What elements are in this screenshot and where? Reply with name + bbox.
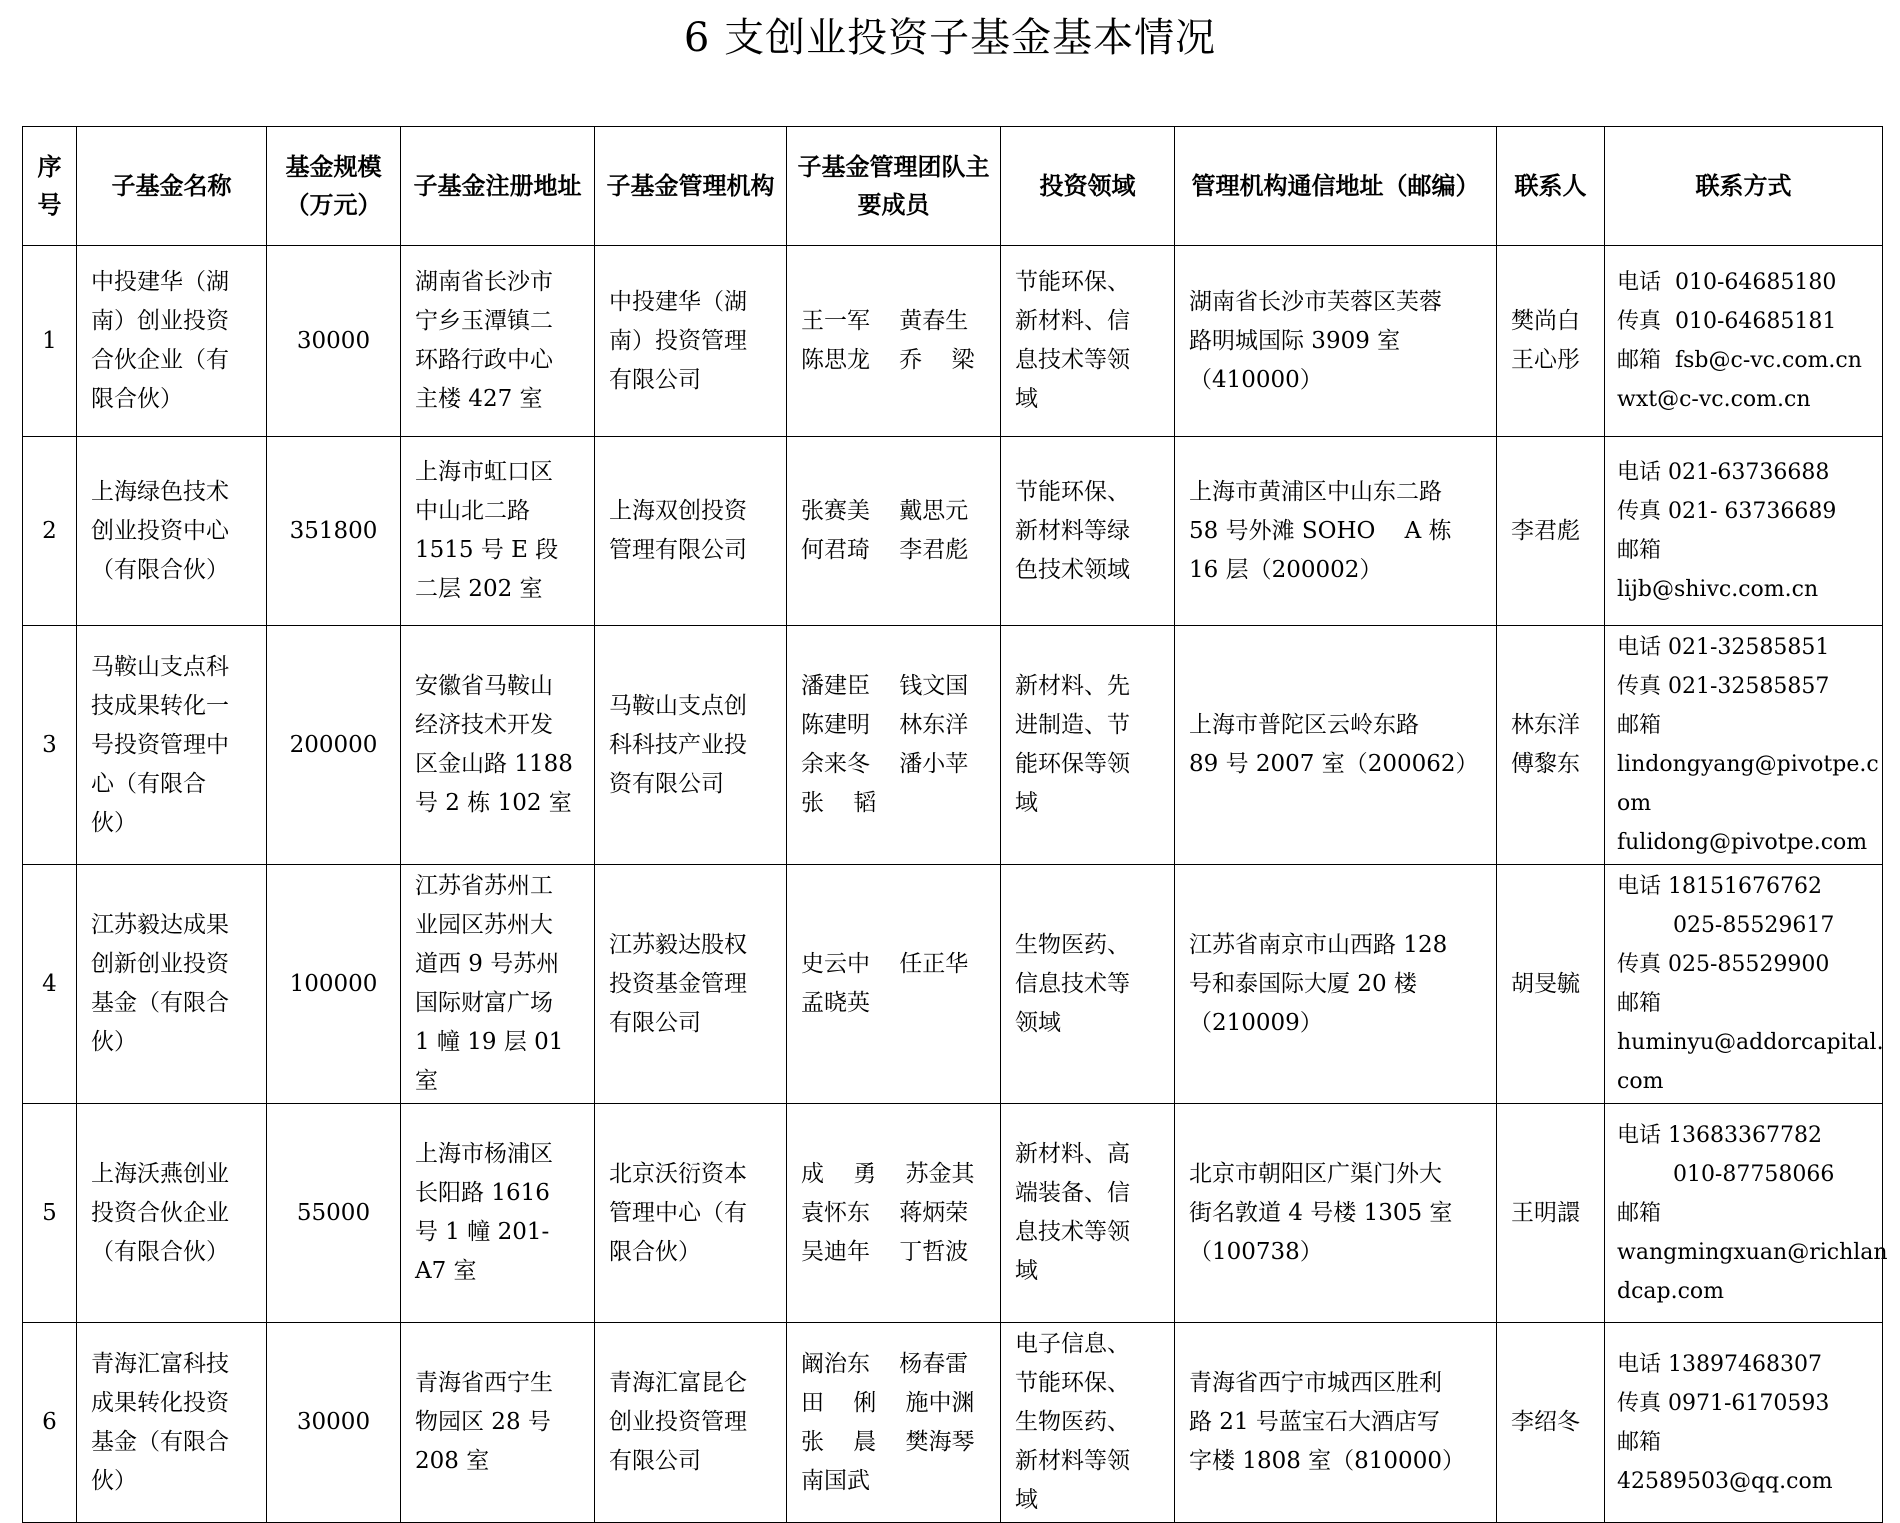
cell-line: 中投建华（湖 [609,288,747,315]
cell-line: 025-85529617 [1617,913,1835,938]
cell-line: 上海市黄浦区中山东二路 [1189,478,1442,505]
cell-line: 王心彤 [1511,347,1580,373]
cell-line: 端装备、信 [1015,1180,1130,1206]
cell-line: 进制造、节 [1015,712,1130,738]
cell-line: 能环保等领 [1015,751,1130,777]
cell-line: 南）创业投资 [91,308,229,334]
cell-line: huminyu@addorcapital. [1617,1030,1884,1055]
cell-line: 投资合伙企业 [91,1199,229,1226]
cell-person [1497,1323,1605,1523]
cell-line: 上海市杨浦区 [415,1141,553,1167]
fund-table [22,126,1888,1523]
cell-field [1001,437,1175,626]
cell-line: 息技术等领 [1015,347,1130,373]
header-name [77,127,267,246]
cell-line: 限合伙） [609,1238,701,1265]
cell-line: 有限公司 [609,366,701,393]
header-line: 主要成员 [857,153,990,219]
cell-mgr [595,1104,787,1323]
cell-line: （210009） [1189,1009,1323,1036]
cell-line: 基金（有限合 [91,990,229,1016]
cell-line: 资有限公司 [609,770,724,797]
header-line: 序 [37,153,62,181]
cell-field [1001,626,1175,865]
cell-team [787,246,1001,437]
cell-line: 管理有限公司 [609,537,747,563]
cell-field [1001,1104,1175,1323]
cell-contact [1605,1104,1888,1323]
header-person [1497,127,1605,246]
cell-line: 创新创业投资 [91,951,229,977]
cell-line: 江苏毅达股权 [609,931,747,958]
header-no [23,127,77,246]
cell-line: 中山北二路 [415,498,530,524]
cell-line: 湖南省长沙市芙蓉区芙蓉 [1189,288,1442,315]
cell-line: 电话 021-32585851 [1617,635,1830,660]
cell-line: 传真 021-32585857 [1617,674,1830,699]
cell-field [1001,1323,1175,1523]
cell-name [77,246,267,437]
header-scale [267,127,401,246]
cell-line: 电话 010-64685180 [1617,270,1837,295]
cell-line: 林东洋 [1511,712,1580,738]
cell-name [77,626,267,865]
cell-line: 生物医药、 [1015,931,1130,958]
cell-line: 科科技产业投 [609,731,747,758]
cell-line: 邮箱 fsb@c-vc.com.cn [1617,348,1862,373]
cell-line: 二层 202 室 [415,576,543,602]
cell-line: 有限公司 [609,1009,701,1036]
cell-line: 青海汇富科技 [91,1350,229,1377]
cell-person [1497,865,1605,1104]
cell-line: 湖南省长沙市 [415,269,553,295]
header-line: 元） [333,191,382,219]
cell-line: 伙） [91,1467,137,1494]
cell-mgr [595,626,787,865]
header-line: 联系方式 [1695,172,1792,200]
cell-line: 新材料、信 [1015,308,1130,334]
cell-scale: 30000 [267,246,401,437]
cell-field [1001,865,1175,1104]
cell-line: 孟晓英 [801,990,870,1016]
cell-line: 字楼 1808 室（810000） [1189,1448,1465,1474]
cell-addr [1175,865,1497,1104]
cell-line: om [1617,791,1652,816]
cell-line: 节能环保、 [1015,1370,1130,1396]
cell-line: 有限公司 [609,1448,701,1474]
cell-line: 节能环保、 [1015,269,1130,295]
cell-line: 电话 13683367782 [1617,1122,1822,1148]
cell-contact [1605,626,1883,865]
cell-addr [1175,246,1497,437]
cell-line: 王明譞 [1511,1199,1580,1226]
cell-line: 管理中心（有 [609,1199,747,1226]
cell-line: 节能环保、 [1015,478,1130,505]
cell-line: 新材料等绿 [1015,517,1130,544]
cell-line: 208 室 [415,1448,490,1474]
cell-line: 青海省西宁生 [415,1370,553,1396]
cell-team [787,437,1001,626]
cell-line: 傅黎东 [1511,751,1580,777]
cell-line: 创业投资管理 [609,1409,747,1435]
cell-line: 域 [1015,1487,1038,1513]
cell-line: 创业投资中心 [91,517,229,544]
cell-line: 物园区 28 号 [415,1409,551,1435]
cell-line: 号 1 幢 201- [415,1219,550,1245]
cell-addr [1175,1323,1497,1523]
cell-line: 上海沃燕创业 [91,1160,229,1187]
cell-line: wxt@c-vc.com.cn [1617,387,1811,412]
cell-name [77,1104,267,1323]
cell-person [1497,437,1605,626]
cell-line: 道西 9 号苏州 [415,951,560,977]
header-addr [1175,127,1497,246]
header-line: 管理机构通信地址（邮 [1191,172,1432,200]
table-row [23,626,1883,865]
cell-reg [401,626,595,865]
cell-mgr [595,246,787,437]
cell-line: 史云中 任正华 [801,951,969,977]
cell-person [1497,626,1605,865]
cell-person [1497,246,1605,437]
cell-line: 张 晨 樊海琴 [801,1428,975,1455]
cell-field [1001,246,1175,437]
cell-scale: 351800 [267,437,401,626]
cell-team [787,1323,1001,1523]
cell-team [787,1104,1001,1323]
cell-line: dcap.com [1617,1278,1725,1304]
cell-line: A7 室 [415,1258,477,1284]
document-title: 6 支创业投资子基金基本情况 [683,15,1217,61]
cell-line: 主楼 427 室 [415,386,543,412]
cell-addr [1175,437,1497,626]
cell-line: 伙） [91,809,137,836]
cell-line: 南国武 [801,1467,870,1494]
cell-line: 中投建华（湖 [91,269,229,295]
cell-line: （100738） [1189,1238,1323,1265]
cell-line: 技成果转化一 [91,692,229,719]
cell-line: 袁怀东 蒋炳荣 [801,1199,969,1226]
cell-line: 42589503@qq.com [1617,1468,1833,1494]
header-line: 联系人 [1514,172,1587,200]
cell-line: 传真 010-64685181 [1617,309,1837,334]
cell-line: 电话 021-63736688 [1617,460,1830,485]
cell-line: 何君琦 李君彪 [801,537,969,563]
cell-line: 宁乡玉潭镇二 [415,308,553,334]
cell-line: 江苏省苏州工 [415,873,553,899]
cell-line: 区金山路 1188 [415,751,573,777]
header-line: 子基金 [413,172,486,200]
cell-line: 领域 [1015,1009,1061,1036]
cell-line: 北京市朝阳区广渠门外大 [1189,1160,1442,1187]
cell-person [1497,1104,1605,1323]
cell-name [77,437,267,626]
cell-line: 环路行政中心 [415,347,553,373]
cell-reg [401,1104,595,1323]
header-line: 基金规 [285,153,358,181]
cell-line: 樊尚白 [1511,308,1580,334]
cell-line: 陈思龙 乔 梁 [801,347,975,373]
cell-reg [401,1323,595,1523]
table-row [23,1104,1883,1323]
cell-line: 010-87758066 [1617,1161,1835,1187]
header-field [1001,127,1175,246]
cell-line: 合伙企业（有 [91,347,229,373]
cell-mgr [595,1323,787,1523]
cell-line: 上海绿色技术 [91,478,229,505]
cell-scale: 200000 [267,626,401,865]
cell-line: 电话 18151676762 [1617,874,1822,899]
cell-line: 陈建明 林东洋 [801,712,969,738]
cell-line: 电话 13897468307 [1617,1351,1822,1377]
cell-line: 路明城国际 3909 室 [1189,327,1401,354]
header-team [787,127,1001,246]
cell-line: 业园区苏州大 [415,912,553,938]
cell-line: lindongyang@pivotpe.c [1617,752,1879,777]
table-row [23,437,1883,626]
cell-line: 电子信息、 [1015,1331,1130,1357]
cell-scale: 55000 [267,1104,401,1323]
header-line: 管理机构 [678,172,775,200]
cell-scale: 30000 [267,1323,401,1523]
header-line: 注册地址 [485,172,582,200]
table-row [23,865,1883,1104]
header-line: 投资领域 [1039,172,1136,200]
cell-name [77,1323,267,1523]
cell-contact [1605,1323,1883,1523]
cell-line: 域 [1015,790,1038,816]
cell-line: 李君彪 [1511,517,1580,544]
cell-line: lijb@shivc.com.cn [1617,577,1819,602]
cell-line: （有限合伙） [91,556,229,583]
cell-line: 58 号外滩 SOHO A 栋 [1189,517,1452,544]
cell-no: 1 [23,246,77,437]
cell-line: 王一军 黄春生 [801,308,969,334]
cell-team [787,626,1001,865]
cell-line: 阚治东 杨春雷 [801,1350,969,1377]
cell-line: 青海省西宁市城西区胜利 [1189,1370,1442,1396]
cell-line: 新材料等领 [1015,1448,1130,1474]
cell-line: 新材料、高 [1015,1141,1130,1167]
cell-line: 经济技术开发 [415,712,553,738]
cell-line: 张赛美 戴思元 [801,498,969,524]
cell-team [787,865,1001,1104]
cell-line: 邮箱 [1617,538,1662,563]
cell-line: 传真 021- 63736689 [1617,499,1837,524]
header-mgr [595,127,787,246]
cell-line: 投资基金管理 [609,970,747,997]
cell-line: 号 2 栋 102 室 [415,790,572,816]
header-reg [401,127,595,246]
cell-line: 室 [415,1068,438,1094]
header-line: 子基金管理团队 [797,153,966,181]
cell-line: 余来冬 潘小苹 [801,751,969,777]
cell-line: 长阳路 1616 [415,1180,550,1206]
cell-no: 4 [23,865,77,1104]
cell-mgr [595,437,787,626]
cell-line: wangmingxuan@richlan [1617,1239,1888,1265]
cell-contact [1605,437,1883,626]
cell-name [77,865,267,1104]
cell-line: 新材料、先 [1015,673,1130,699]
cell-line: fulidong@pivotpe.com [1617,830,1868,855]
cell-line: 伙） [91,1029,137,1055]
cell-line: com [1617,1069,1664,1094]
cell-line: 北京沃衍资本 [609,1160,747,1187]
cell-contact [1605,865,1883,1104]
cell-reg [401,246,595,437]
cell-line: 传真 025-85529900 [1617,952,1830,977]
cell-line: 江苏省南京市山西路 128 [1189,931,1448,958]
cell-line: 限合伙） [91,386,183,412]
cell-line: 邮箱 [1617,991,1662,1016]
table-header-row [23,127,1883,246]
cell-addr [1175,1104,1497,1323]
table-row [23,1323,1883,1523]
cell-line: 域 [1015,1258,1038,1284]
cell-line: 上海双创投资 [609,498,747,524]
cell-line: 邮箱 [1617,713,1662,738]
cell-line: （410000） [1189,366,1323,393]
cell-line: 1515 号 E 段 [415,537,559,563]
cell-line: 上海市普陀区云岭东路 [1189,712,1419,738]
cell-line: 号和泰国际大厦 20 楼 [1189,970,1417,997]
cell-line: 16 层（200002） [1189,556,1383,583]
cell-line: 吴迪年 丁哲波 [801,1238,969,1265]
header-line: 子基金名称 [111,172,232,200]
cell-line: 江苏毅达成果 [91,912,229,938]
cell-line: 息技术等领 [1015,1219,1130,1245]
cell-line: 安徽省马鞍山 [415,673,553,699]
table-row [23,246,1883,437]
header-line: 模（万 [285,153,382,219]
cell-line: 南）投资管理 [609,327,747,354]
cell-line: 基金（有限合 [91,1428,229,1455]
cell-line: 马鞍山支点创 [609,692,747,719]
cell-line: （有限合伙） [91,1238,229,1265]
cell-line: 89 号 2007 室（200062） [1189,751,1479,777]
cell-line: 邮箱 [1617,1429,1662,1455]
table-body [23,246,1888,1523]
cell-line: 马鞍山支点科 [91,653,229,680]
cell-line: 邮箱 [1617,1200,1662,1226]
cell-line: 传真 0971-6170593 [1617,1390,1830,1416]
cell-reg [401,437,595,626]
cell-line: 街名敦道 4 号楼 1305 室 [1189,1199,1453,1226]
cell-line: 1 幢 19 层 01 [415,1029,564,1055]
cell-line: 心（有限合 [91,770,206,797]
header-contact [1605,127,1883,246]
cell-no: 2 [23,437,77,626]
cell-line: 路 21 号蓝宝石大酒店写 [1189,1409,1440,1435]
cell-no: 6 [23,1323,77,1523]
cell-contact [1605,246,1883,437]
cell-no: 5 [23,1104,77,1323]
cell-line: 青海汇富昆仑 [609,1370,747,1396]
cell-line: 国际财富广场 [415,990,553,1016]
cell-line: 生物医药、 [1015,1409,1130,1435]
cell-addr [1175,626,1497,865]
header-line: 号 [37,191,62,219]
cell-line: 上海市虹口区 [415,459,553,485]
cell-mgr [595,865,787,1104]
cell-line: 胡旻毓 [1511,970,1580,997]
cell-line: 田 俐 施中渊 [801,1389,975,1416]
header-line: 编） [1431,172,1480,200]
cell-line: 张 韬 [801,790,877,816]
cell-line: 成果转化投资 [91,1389,229,1416]
cell-line: 域 [1015,386,1038,412]
cell-reg [401,865,595,1104]
cell-line: 色技术领域 [1015,556,1130,583]
cell-line: 信息技术等 [1015,970,1130,997]
header-line: 子基金 [606,172,679,200]
cell-scale: 100000 [267,865,401,1104]
cell-line: 号投资管理中 [91,731,229,758]
cell-line: 潘建臣 钱文国 [801,673,969,699]
cell-no: 3 [23,626,77,865]
cell-line: 成 勇 苏金其 [801,1160,975,1187]
cell-line: 李绍冬 [1511,1409,1580,1435]
